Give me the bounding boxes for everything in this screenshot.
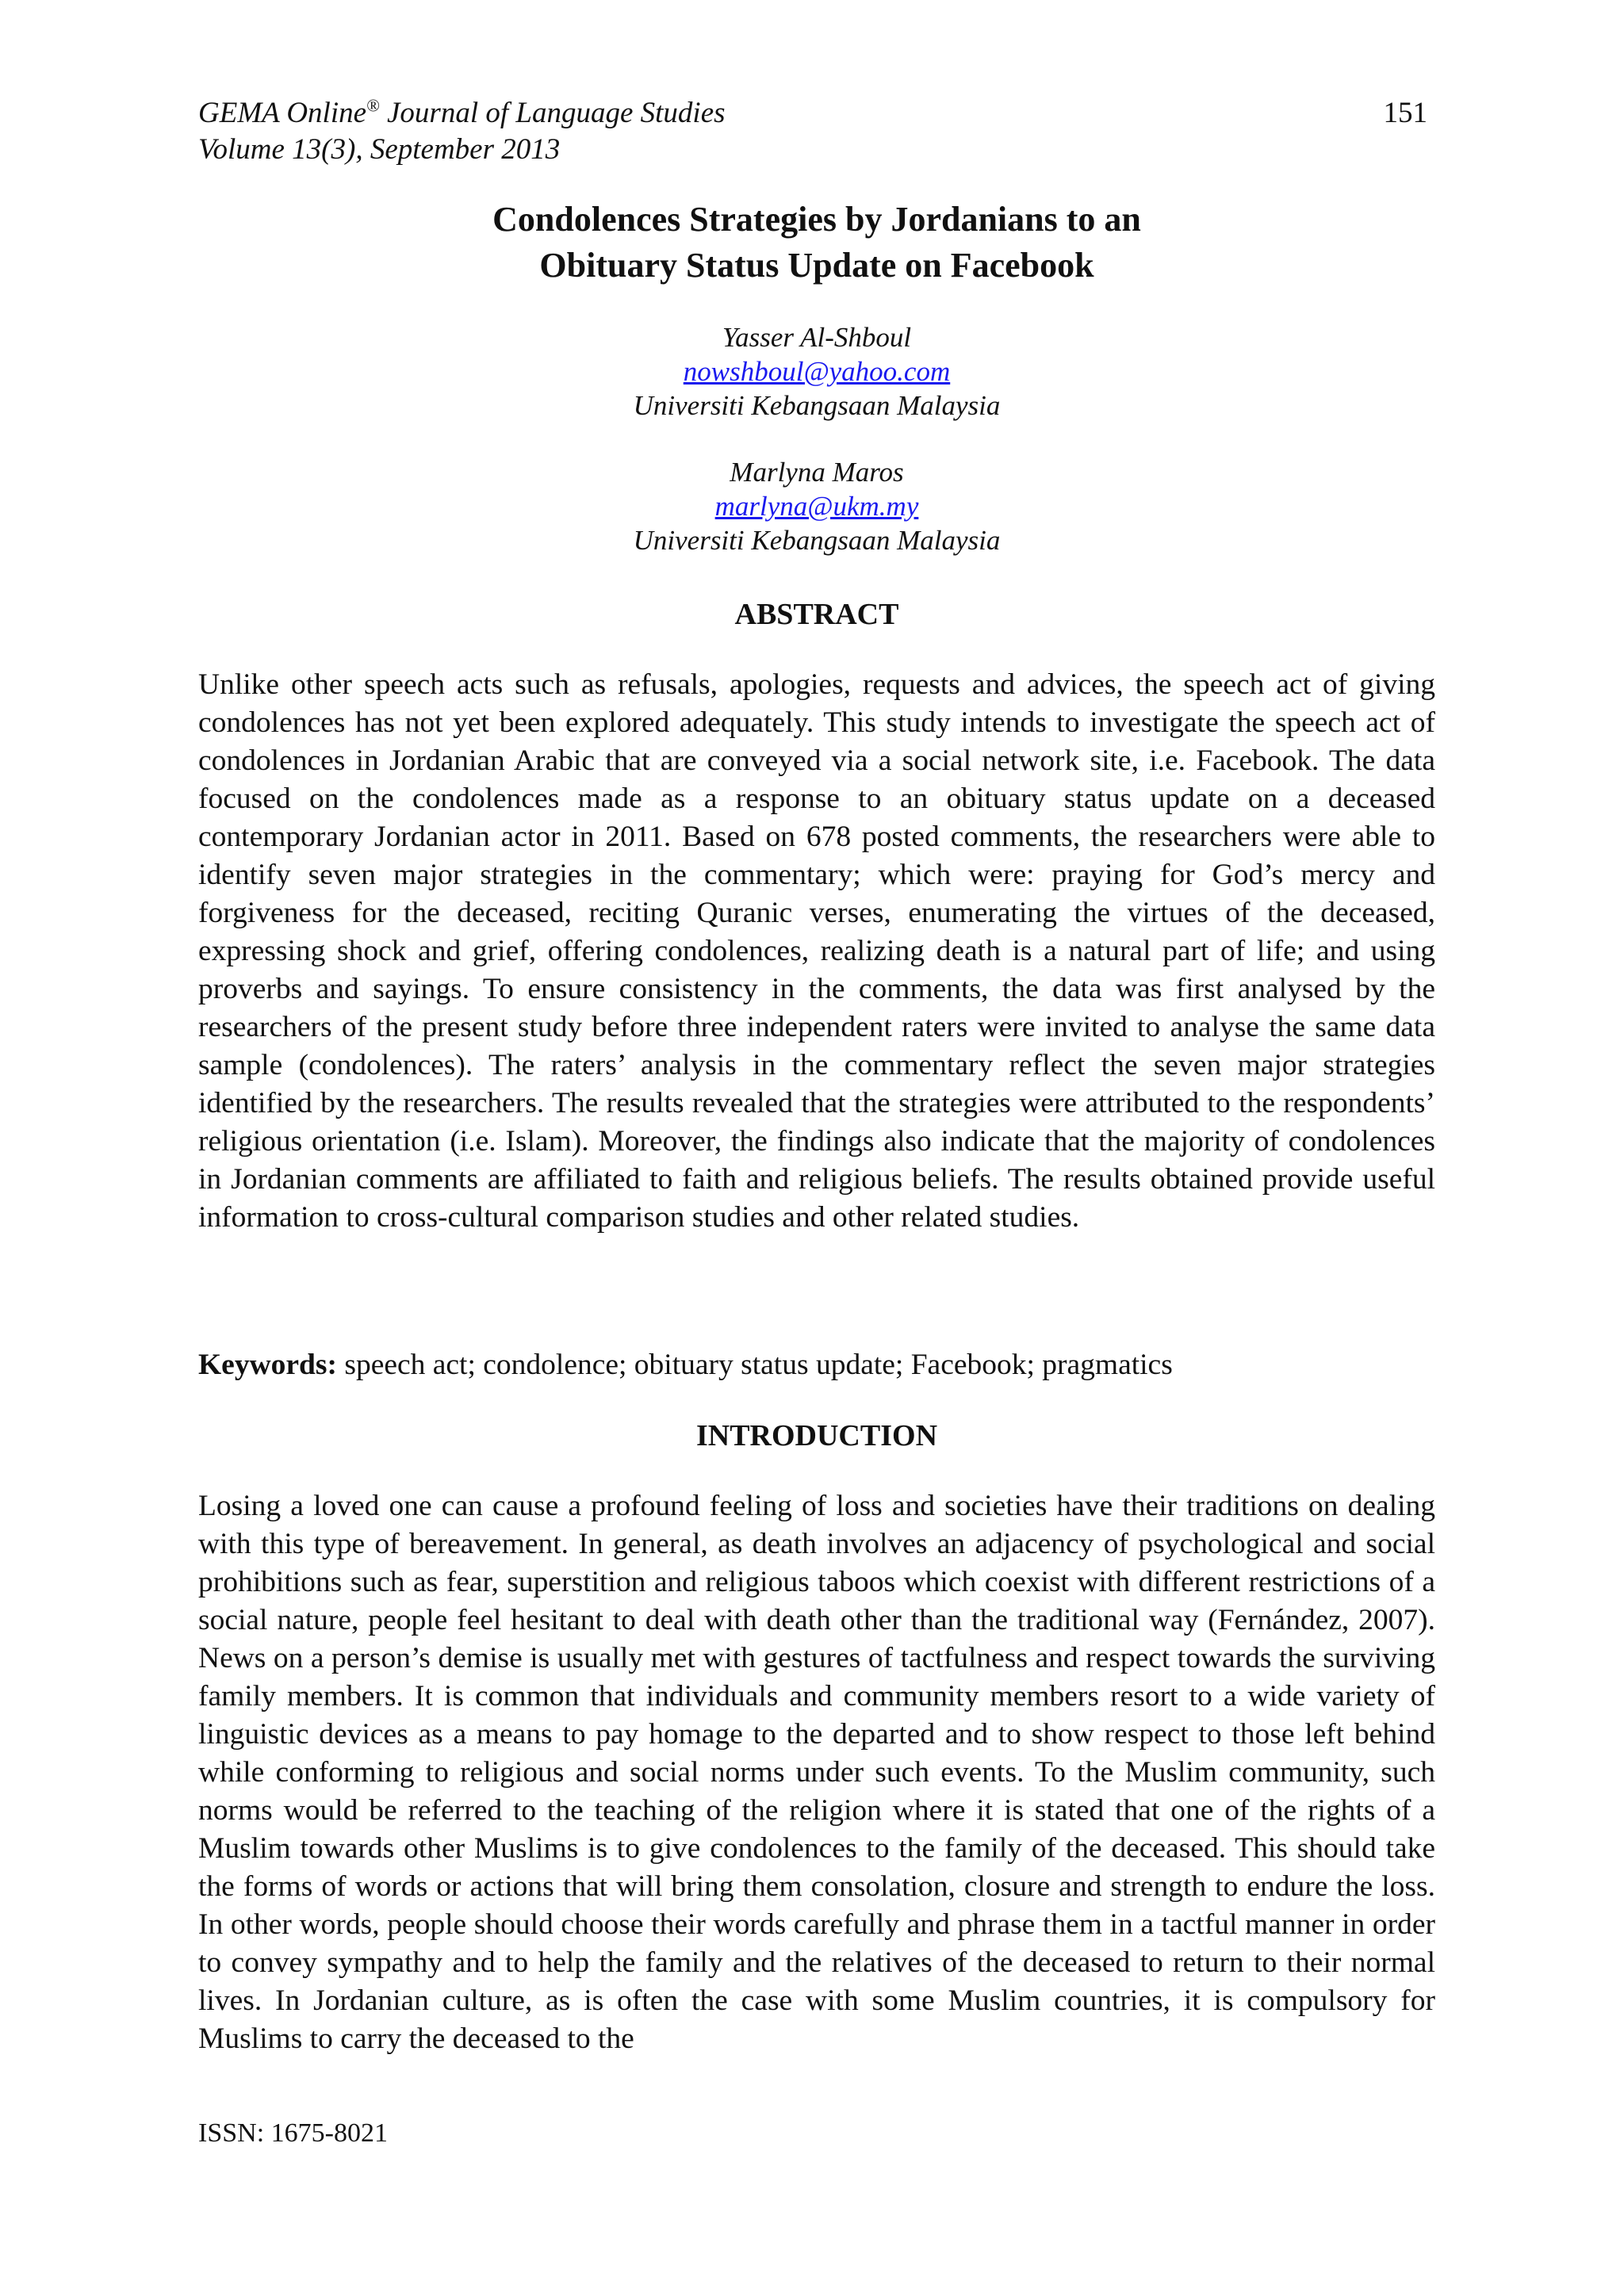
author-block — [198, 320, 1435, 423]
author-name: Marlyna Maros — [730, 457, 904, 488]
introduction-text: Losing a loved one can cause a profound feeling of loss and societies have their traditions on dealing with this type of bereavement. In general, as death involves an adjacency of psychological and social prohibitions such as fear, superstition and religious taboos which coexist with different restrictions of a social nature, people feel hesitant to deal with death other than the traditional way (Fernández, 2007). News on a person’s demise is usually met with gestures of tactfulness and respect towards the surviving family members. It is common that individuals and community members resort to a wide variety of linguistic devices as a means to pay homage to the departed and to show respect to those left behind while conforming to religious and social norms under such events. To the Muslim community, such norms would be referred to the teaching of the religion where it is stated that one of the rights of a Muslim towards other Muslims is to give condolences to the family of the deceased. This should take the forms of words or actions that will bring them consolation, closure and strength to endure the loss. In other words, people should choose their words carefully and phrase them in a tactful manner in order to convey sympathy and to help the family and the relatives of the deceased to return to their normal lives. In Jordanian culture, as is often the case with some Muslim countries, it is compulsory for Muslims to carry the deceased to the — [198, 1490, 1435, 2055]
issn-footer: ISSN: 1675-8021 — [198, 2118, 388, 2148]
author-affiliation: Universiti Kebangsaan Malaysia — [633, 390, 1001, 421]
author-email-link[interactable]: marlyna@ukm.my — [714, 491, 919, 522]
keywords-line — [198, 1346, 1435, 1384]
title-line-2: Obituary Status Update on Facebook — [539, 246, 1094, 285]
keywords-text: speech act; condolence; obituary status update; Facebook; pragmatics — [336, 1349, 1173, 1381]
journal-title — [198, 95, 1435, 132]
journal-title-suffix: Journal of Language Studies — [379, 97, 726, 129]
author-affiliation: Universiti Kebangsaan Malaysia — [633, 525, 1001, 556]
author-block — [198, 455, 1435, 557]
introduction-heading: INTRODUCTION — [695, 1419, 938, 1452]
journal-volume: Volume 13(3), September 2013 — [198, 133, 561, 166]
journal-title-prefix: GEMA Online — [198, 97, 367, 129]
page-number: 151 — [1383, 97, 1427, 129]
running-header — [198, 95, 1435, 168]
keywords-label: Keywords: — [198, 1349, 337, 1381]
paper-page — [198, 0, 1435, 2296]
registered-mark: ® — [366, 95, 380, 116]
author-name: Yasser Al-Shboul — [722, 322, 912, 353]
author-email-link[interactable]: nowshboul@yahoo.com — [683, 356, 951, 387]
abstract-text: Unlike other speech acts such as refusals, apologies, requests and advices, the speech act of giving condolences has not yet been explored adequately. This study intends to investigate the speech act of condolences in Jordanian Arabic that are conveyed via a social network site, i.e. Facebook. The data focused on the condolences made as a response to an obituary status update on a deceased contemporary Jordanian actor in 2011. Based on 678 posted comments, the researchers were able to identify seven major strategies in the commentary; which were: praying for God’s mercy and forgiveness for the deceased, reciting Quranic verses, enumerating the virtues of the deceased, expressing shock and grief, offering condolences, realizing death is a natural part of life; and using proverbs and sayings. To ensure consistency in the comments, the data was first analysed by the researchers of the present study before three independent raters were invited to analyse the same data sample (condolences). The raters’ analysis in the commentary reflect the seven major strategies identified by the researchers. The results revealed that the strategies were attributed to the respondents’ religious orientation (i.e. Islam). Moreover, the findings also indicate that the majority of condolences in Jordanian comments are affiliated to faith and religious beliefs. The results obtained provide useful information to cross-cultural comparison studies and other related studies. — [198, 668, 1435, 1234]
paper-title — [198, 197, 1435, 289]
abstract-heading: ABSTRACT — [734, 598, 899, 631]
title-line-1: Condolences Strategies by Jordanians to an — [492, 200, 1141, 239]
